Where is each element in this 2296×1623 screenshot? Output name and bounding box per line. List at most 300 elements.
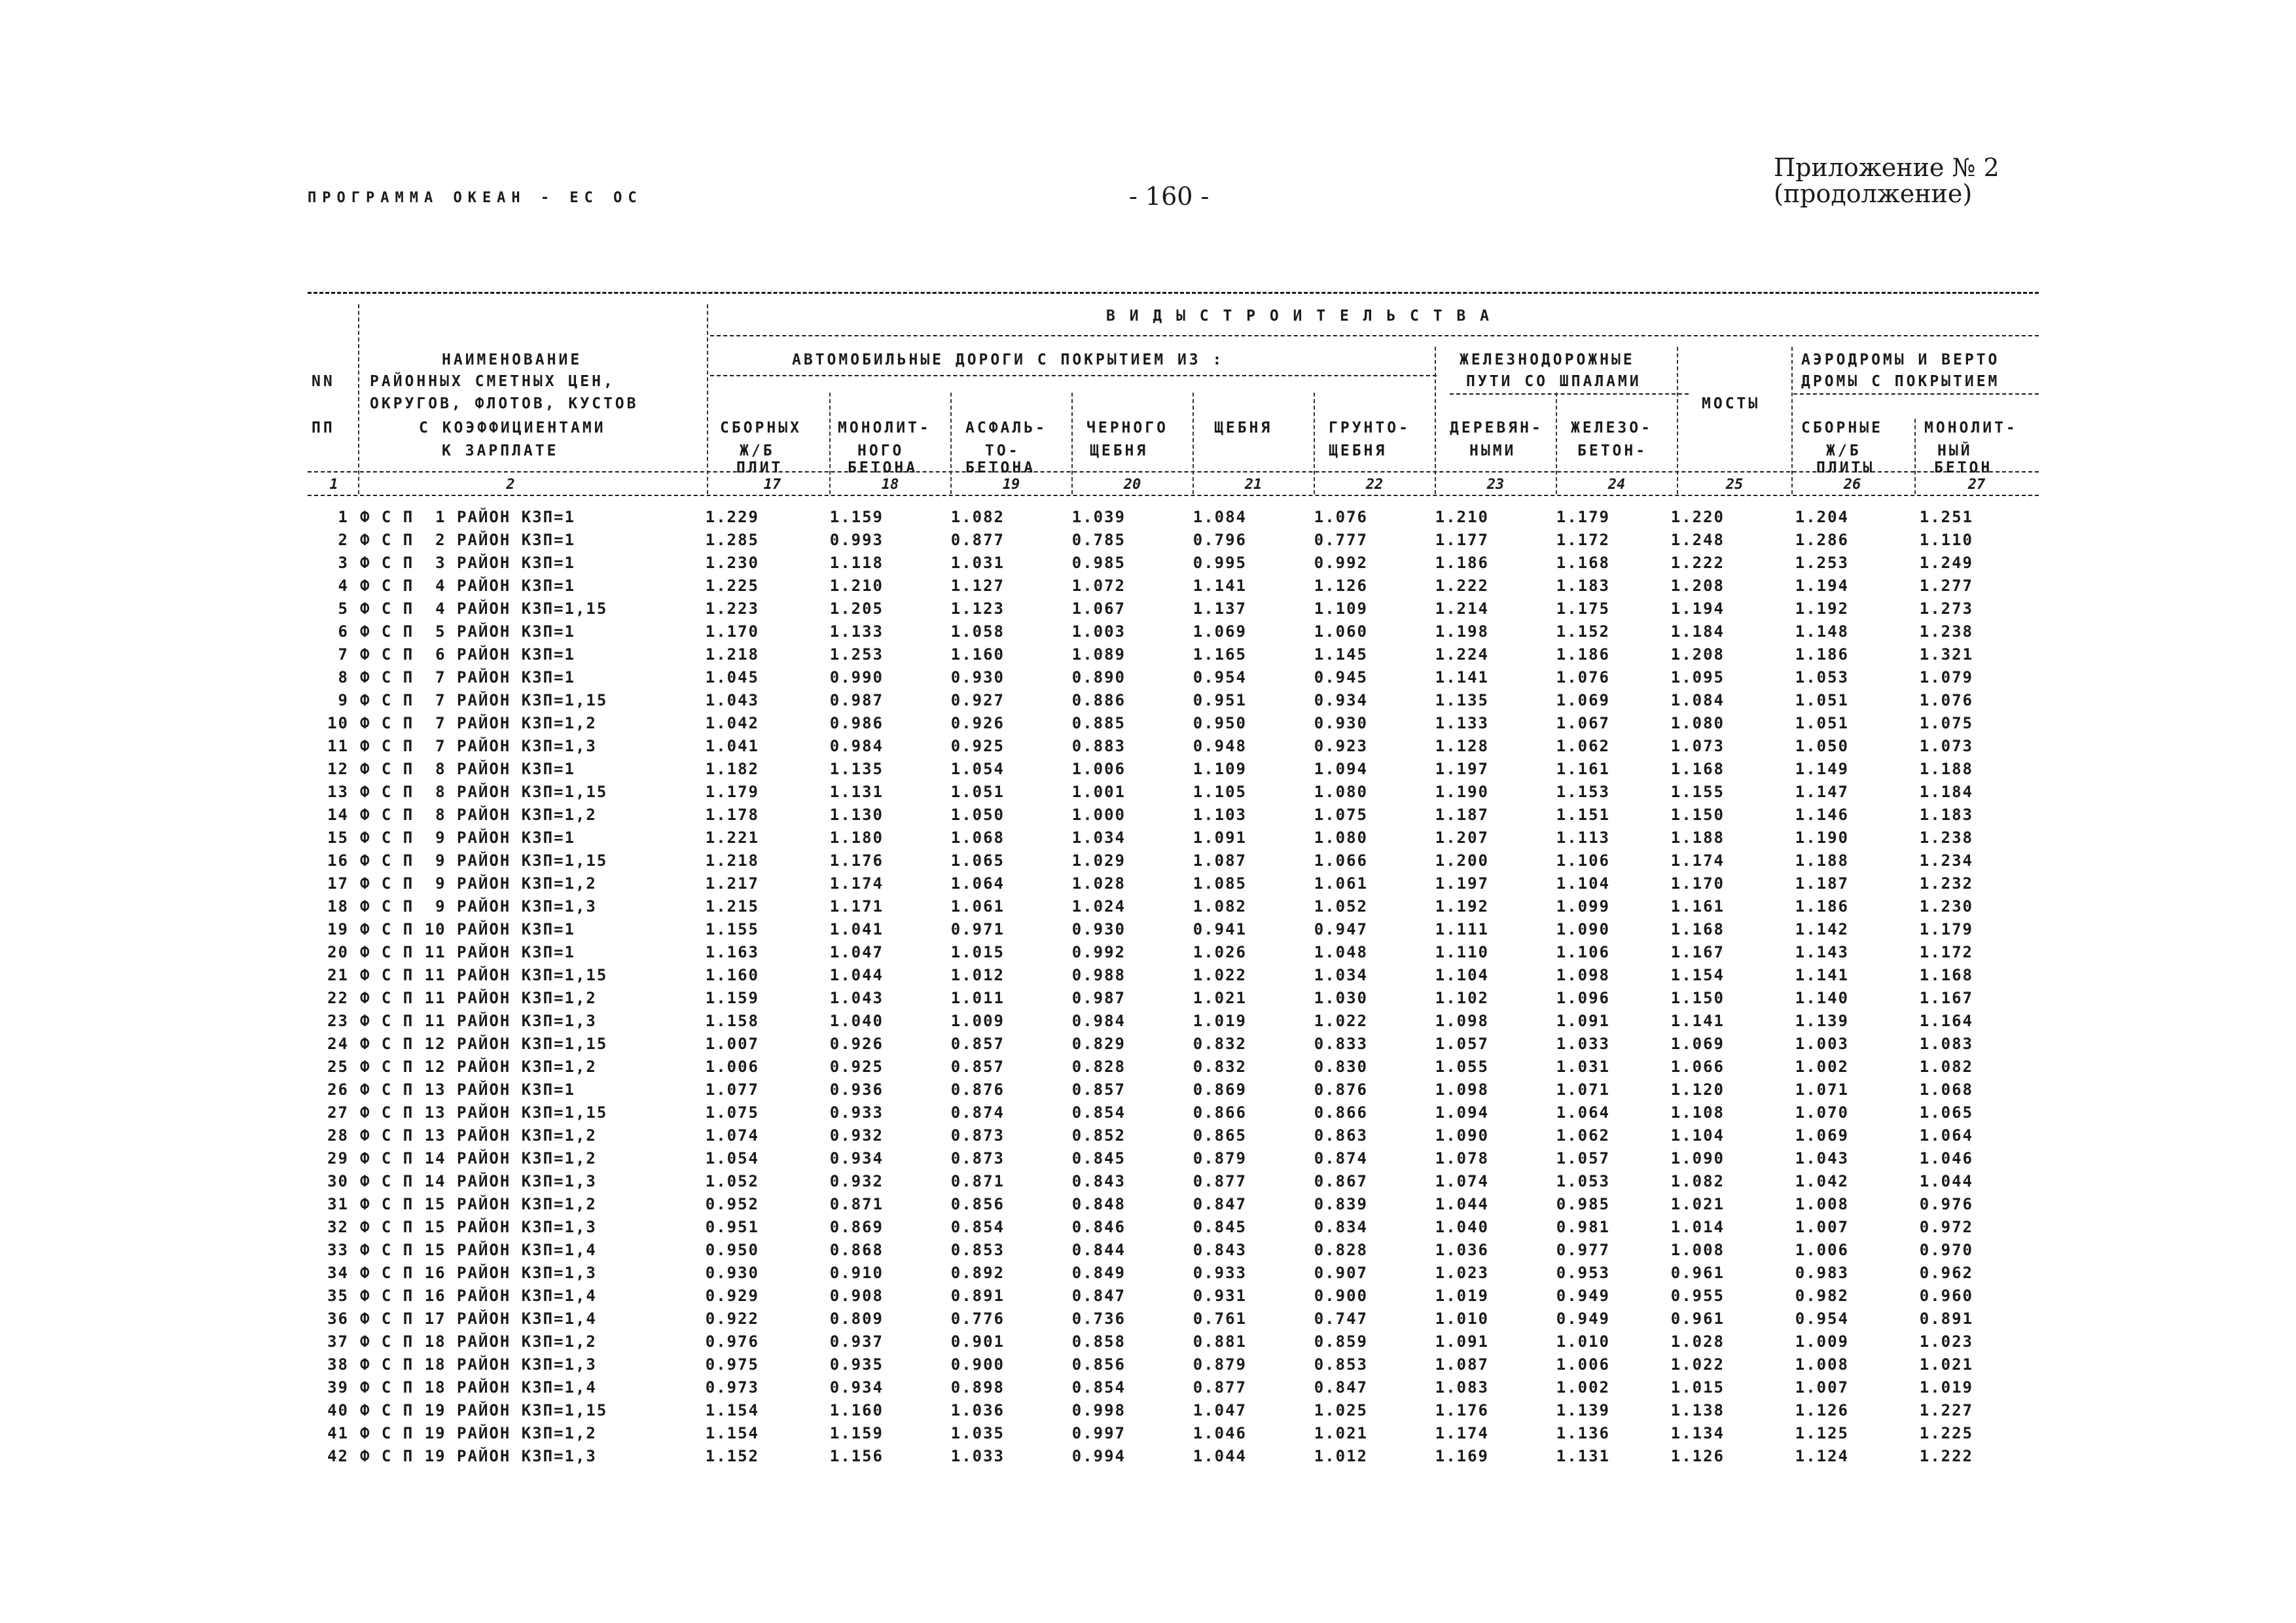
cell-col-23: 1.200 xyxy=(1435,851,1489,870)
cell-col-25: 1.138 xyxy=(1670,1401,1725,1419)
cell-col-25: 1.194 xyxy=(1670,599,1725,618)
cell-col-27: 1.167 xyxy=(1919,989,1973,1007)
c19-line-2: ТО- xyxy=(985,442,1020,459)
cell-col-22: 0.866 xyxy=(1314,1103,1368,1122)
cell-col-27: 1.249 xyxy=(1919,554,1973,572)
table-row xyxy=(308,1080,2036,1103)
cell-col-18: 1.159 xyxy=(829,1424,884,1442)
table-body xyxy=(308,508,2036,1470)
cell-col-20: 1.000 xyxy=(1071,806,1126,824)
cell-col-26: 0.982 xyxy=(1795,1287,1849,1305)
cell-col-26: 1.007 xyxy=(1795,1218,1849,1236)
cell-col-19: 0.900 xyxy=(950,1355,1005,1374)
cell-col-23: 1.133 xyxy=(1435,714,1489,732)
cell-col-20: 0.985 xyxy=(1071,554,1126,572)
table-row xyxy=(308,1195,2036,1218)
cell-col-24: 1.010 xyxy=(1556,1332,1610,1351)
row-name: Ф С П 1 РАЙОН КЗП=1 xyxy=(360,508,575,526)
cell-col-22: 0.907 xyxy=(1314,1264,1368,1282)
cell-col-19: 0.901 xyxy=(950,1332,1005,1351)
cell-col-22: 1.145 xyxy=(1314,645,1368,664)
table-row xyxy=(308,1424,2036,1447)
cell-col-25: 1.168 xyxy=(1670,920,1725,938)
cell-col-17: 1.163 xyxy=(705,943,759,961)
cell-col-24: 1.161 xyxy=(1556,760,1610,778)
cell-col-17: 1.007 xyxy=(705,1035,759,1053)
col-number: 27 xyxy=(1967,476,1986,493)
cell-col-27: 1.076 xyxy=(1919,691,1973,709)
cell-col-24: 1.099 xyxy=(1556,897,1610,916)
cell-col-26: 1.253 xyxy=(1795,554,1849,572)
cell-col-25: 1.080 xyxy=(1670,714,1725,732)
table-row xyxy=(308,1035,2036,1058)
cell-col-21: 0.881 xyxy=(1193,1332,1247,1351)
table-row xyxy=(308,989,2036,1012)
row-number: 15 xyxy=(327,829,349,847)
cell-col-17: 1.045 xyxy=(705,668,759,687)
cell-col-17: 1.178 xyxy=(705,806,759,824)
cell-col-22: 0.828 xyxy=(1314,1241,1368,1259)
cell-col-21: 0.879 xyxy=(1193,1149,1247,1168)
cell-col-22: 0.947 xyxy=(1314,920,1368,938)
cell-col-18: 1.041 xyxy=(829,920,884,938)
row-number: 13 xyxy=(327,783,349,801)
cell-col-19: 0.891 xyxy=(950,1287,1005,1305)
cell-col-25: 1.150 xyxy=(1670,806,1725,824)
cell-col-19: 0.898 xyxy=(950,1378,1005,1397)
cell-col-18: 0.908 xyxy=(829,1287,884,1305)
cell-col-25: 1.220 xyxy=(1670,508,1725,526)
cell-col-24: 1.183 xyxy=(1556,577,1610,595)
cell-col-18: 1.043 xyxy=(829,989,884,1007)
table-row xyxy=(308,1241,2036,1264)
cell-col-21: 0.847 xyxy=(1193,1195,1247,1213)
row-name: Ф С П 9 РАЙОН КЗП=1 xyxy=(360,829,575,847)
col-number: 24 xyxy=(1607,476,1626,493)
pp-label: ПП xyxy=(312,419,335,437)
row-name: Ф С П 7 РАЙОН КЗП=1,2 xyxy=(360,714,597,732)
row-name: Ф С П 4 РАЙОН КЗП=1 xyxy=(360,577,575,595)
cell-col-27: 1.068 xyxy=(1919,1080,1973,1099)
cell-col-22: 0.847 xyxy=(1314,1378,1368,1397)
table-row xyxy=(308,622,2036,645)
cell-col-21: 1.046 xyxy=(1193,1424,1247,1442)
cell-col-18: 0.984 xyxy=(829,737,884,755)
cell-col-25: 1.188 xyxy=(1670,829,1725,847)
cell-col-27: 1.184 xyxy=(1919,783,1973,801)
c26-line-1: СБОРНЫЕ xyxy=(1801,419,1883,437)
cell-col-21: 0.951 xyxy=(1193,691,1247,709)
cell-col-18: 0.926 xyxy=(829,1035,884,1053)
cell-col-23: 1.207 xyxy=(1435,829,1489,847)
cell-col-19: 0.877 xyxy=(950,531,1005,549)
cell-col-20: 1.001 xyxy=(1071,783,1126,801)
c22-line-2: ЩЕБНЯ xyxy=(1329,442,1388,459)
cell-col-20: 0.854 xyxy=(1071,1103,1126,1122)
row-name: Ф С П 16 РАЙОН КЗП=1,3 xyxy=(360,1264,597,1282)
cell-col-23: 1.197 xyxy=(1435,760,1489,778)
col-number: 21 xyxy=(1244,476,1263,493)
cell-col-25: 1.141 xyxy=(1670,1012,1725,1030)
row-name: Ф С П 2 РАЙОН КЗП=1 xyxy=(360,531,575,549)
cell-col-27: 1.273 xyxy=(1919,599,1973,618)
cell-col-26: 1.204 xyxy=(1795,508,1849,526)
cell-col-23: 1.128 xyxy=(1435,737,1489,755)
cell-col-22: 1.025 xyxy=(1314,1401,1368,1419)
table-row xyxy=(308,1103,2036,1126)
cell-col-19: 0.971 xyxy=(950,920,1005,938)
cell-col-24: 1.071 xyxy=(1556,1080,1610,1099)
cell-col-24: 1.175 xyxy=(1556,599,1610,618)
cell-col-20: 0.857 xyxy=(1071,1080,1126,1099)
cell-col-23: 1.192 xyxy=(1435,897,1489,916)
cell-col-26: 1.126 xyxy=(1795,1401,1849,1419)
cell-col-20: 1.028 xyxy=(1071,874,1126,893)
cell-col-17: 0.922 xyxy=(705,1310,759,1328)
cell-col-20: 0.846 xyxy=(1071,1218,1126,1236)
cell-col-19: 0.873 xyxy=(950,1149,1005,1168)
cell-col-22: 1.061 xyxy=(1314,874,1368,893)
cell-col-26: 1.125 xyxy=(1795,1424,1849,1442)
c17-line-1: СБОРНЫХ xyxy=(720,419,802,437)
cell-col-18: 1.159 xyxy=(829,508,884,526)
table-row xyxy=(308,1447,2036,1470)
row-number: 40 xyxy=(327,1401,349,1419)
cell-col-20: 1.029 xyxy=(1071,851,1126,870)
group-title: В И Д Ы С Т Р О И Т Е Л Ь С Т В А xyxy=(1106,308,1492,325)
cell-col-19: 0.876 xyxy=(950,1080,1005,1099)
row-name: Ф С П 13 РАЙОН КЗП=1,2 xyxy=(360,1126,597,1145)
col-number: 23 xyxy=(1486,476,1505,493)
c17-line-3: ПЛИТ xyxy=(736,459,783,476)
row-name: Ф С П 19 РАЙОН КЗП=1,2 xyxy=(360,1424,597,1442)
cell-col-20: 0.984 xyxy=(1071,1012,1126,1030)
cell-col-20: 0.844 xyxy=(1071,1241,1126,1259)
cell-col-26: 1.051 xyxy=(1795,714,1849,732)
cell-col-27: 1.083 xyxy=(1919,1035,1973,1053)
col-number: 17 xyxy=(763,476,781,493)
row-name: Ф С П 11 РАЙОН КЗП=1,15 xyxy=(360,966,608,984)
cell-col-23: 1.186 xyxy=(1435,554,1489,572)
table-row xyxy=(308,737,2036,760)
cell-col-19: 1.064 xyxy=(950,874,1005,893)
row-name: Ф С П 13 РАЙОН КЗП=1 xyxy=(360,1080,575,1099)
cell-col-18: 1.205 xyxy=(829,599,884,618)
row-number: 30 xyxy=(327,1172,349,1190)
cell-col-25: 1.095 xyxy=(1670,668,1725,687)
cell-col-20: 0.890 xyxy=(1071,668,1126,687)
cell-col-26: 1.006 xyxy=(1795,1241,1849,1259)
appendix-line-2: (продолжение) xyxy=(1774,179,1973,208)
c18-line-3: БЕТОНА xyxy=(848,459,918,476)
cell-col-17: 1.043 xyxy=(705,691,759,709)
cell-col-26: 1.050 xyxy=(1795,737,1849,755)
cell-col-26: 1.003 xyxy=(1795,1035,1849,1053)
cell-col-26: 1.192 xyxy=(1795,599,1849,618)
cell-col-24: 1.033 xyxy=(1556,1035,1610,1053)
row-name: Ф С П 15 РАЙОН КЗП=1,4 xyxy=(360,1241,597,1259)
cell-col-20: 0.858 xyxy=(1071,1332,1126,1351)
cell-col-22: 1.022 xyxy=(1314,1012,1368,1030)
table-row xyxy=(308,760,2036,783)
cell-col-17: 0.975 xyxy=(705,1355,759,1374)
cell-col-19: 1.160 xyxy=(950,645,1005,664)
cell-col-22: 0.934 xyxy=(1314,691,1368,709)
cell-col-22: 1.126 xyxy=(1314,577,1368,595)
cell-col-22: 0.930 xyxy=(1314,714,1368,732)
cell-col-25: 1.222 xyxy=(1670,554,1725,572)
col-number: 25 xyxy=(1725,476,1744,493)
cell-col-20: 0.828 xyxy=(1071,1058,1126,1076)
row-name: Ф С П 12 РАЙОН КЗП=1,2 xyxy=(360,1058,597,1076)
cell-col-17: 1.155 xyxy=(705,920,759,938)
col-divider xyxy=(1791,347,1793,494)
cell-col-22: 1.048 xyxy=(1314,943,1368,961)
cell-col-20: 1.024 xyxy=(1071,897,1126,916)
cell-col-19: 1.033 xyxy=(950,1447,1005,1465)
cell-col-24: 1.067 xyxy=(1556,714,1610,732)
table-row xyxy=(308,897,2036,920)
cell-col-22: 1.109 xyxy=(1314,599,1368,618)
table-row xyxy=(308,1264,2036,1287)
cell-col-24: 1.179 xyxy=(1556,508,1610,526)
cell-col-20: 0.883 xyxy=(1071,737,1126,755)
row-number: 35 xyxy=(327,1287,349,1305)
cell-col-26: 1.124 xyxy=(1795,1447,1849,1465)
cell-col-26: 1.186 xyxy=(1795,645,1849,664)
cell-col-23: 1.010 xyxy=(1435,1310,1489,1328)
cell-col-19: 1.082 xyxy=(950,508,1005,526)
cell-col-23: 1.190 xyxy=(1435,783,1489,801)
row-number: 26 xyxy=(327,1080,349,1099)
row-name: Ф С П 11 РАЙОН КЗП=1 xyxy=(360,943,575,961)
row-name: Ф С П 6 РАЙОН КЗП=1 xyxy=(360,645,575,664)
row-number: 41 xyxy=(327,1424,349,1442)
cell-col-25: 1.155 xyxy=(1670,783,1725,801)
row-number: 31 xyxy=(327,1195,349,1213)
row-name: Ф С П 7 РАЙОН КЗП=1,3 xyxy=(360,737,597,755)
cell-col-21: 1.105 xyxy=(1193,783,1247,801)
cell-col-27: 0.970 xyxy=(1919,1241,1973,1259)
cell-col-27: 1.164 xyxy=(1919,1012,1973,1030)
cell-col-24: 1.053 xyxy=(1556,1172,1610,1190)
cell-col-17: 1.152 xyxy=(705,1447,759,1465)
name-col-line-5: К ЗАРПЛАТЕ xyxy=(442,442,559,459)
cell-col-24: 1.076 xyxy=(1556,668,1610,687)
cell-col-17: 0.973 xyxy=(705,1378,759,1397)
cell-col-27: 1.073 xyxy=(1919,737,1973,755)
row-number: 33 xyxy=(327,1241,349,1259)
cell-col-25: 1.028 xyxy=(1670,1332,1725,1351)
cell-col-26: 1.286 xyxy=(1795,531,1849,549)
rail-title-1: ЖЕЛЕЗНОДОРОЖНЫЕ xyxy=(1460,351,1635,368)
cell-col-25: 1.104 xyxy=(1670,1126,1725,1145)
cell-col-19: 1.051 xyxy=(950,783,1005,801)
cell-col-22: 0.839 xyxy=(1314,1195,1368,1213)
cell-col-23: 1.098 xyxy=(1435,1012,1489,1030)
cell-col-25: 1.174 xyxy=(1670,851,1725,870)
cell-col-22: 0.777 xyxy=(1314,531,1368,549)
row-number: 42 xyxy=(327,1447,349,1465)
cell-col-19: 0.871 xyxy=(950,1172,1005,1190)
cell-col-21: 1.022 xyxy=(1193,966,1247,984)
cell-col-27: 1.227 xyxy=(1919,1401,1973,1419)
cell-col-21: 1.044 xyxy=(1193,1447,1247,1465)
cell-col-22: 1.080 xyxy=(1314,829,1368,847)
cell-col-22: 0.833 xyxy=(1314,1035,1368,1053)
c24-line-2: БЕТОН- xyxy=(1577,442,1648,459)
roads-rule xyxy=(710,375,1437,376)
cell-col-22: 0.900 xyxy=(1314,1287,1368,1305)
cell-col-17: 1.154 xyxy=(705,1424,759,1442)
cell-col-25: 1.090 xyxy=(1670,1149,1725,1168)
cell-col-20: 0.930 xyxy=(1071,920,1126,938)
header-top-rule xyxy=(308,292,2039,294)
cell-col-17: 1.159 xyxy=(705,989,759,1007)
cell-col-26: 1.008 xyxy=(1795,1195,1849,1213)
name-col-line-4: С КОЭФФИЦИЕНТАМИ xyxy=(419,419,606,437)
cell-col-26: 1.070 xyxy=(1795,1103,1849,1122)
cell-col-27: 0.976 xyxy=(1919,1195,1973,1213)
table-row xyxy=(308,874,2036,897)
cell-col-18: 0.869 xyxy=(829,1218,884,1236)
row-number: 10 xyxy=(327,714,349,732)
cell-col-21: 0.865 xyxy=(1193,1126,1247,1145)
airports-title-2: ДРОМЫ С ПОКРЫТИЕМ xyxy=(1801,373,2000,390)
name-col-line-1: НАИМЕНОВАНИЕ xyxy=(442,351,583,368)
cell-col-18: 0.993 xyxy=(829,531,884,549)
cell-col-26: 1.071 xyxy=(1795,1080,1849,1099)
cell-col-18: 1.171 xyxy=(829,897,884,916)
cell-col-19: 0.853 xyxy=(950,1241,1005,1259)
cell-col-26: 1.186 xyxy=(1795,897,1849,916)
table-row xyxy=(308,1355,2036,1378)
cell-col-18: 1.253 xyxy=(829,645,884,664)
cell-col-21: 1.069 xyxy=(1193,622,1247,641)
cell-col-22: 1.066 xyxy=(1314,851,1368,870)
cell-col-23: 1.019 xyxy=(1435,1287,1489,1305)
cell-col-25: 1.069 xyxy=(1670,1035,1725,1053)
row-number: 28 xyxy=(327,1126,349,1145)
cell-col-26: 0.954 xyxy=(1795,1310,1849,1328)
cell-col-24: 1.006 xyxy=(1556,1355,1610,1374)
row-name: Ф С П 9 РАЙОН КЗП=1,3 xyxy=(360,897,597,916)
cell-col-22: 1.052 xyxy=(1314,897,1368,916)
cell-col-23: 1.141 xyxy=(1435,668,1489,687)
cell-col-27: 1.019 xyxy=(1919,1378,1973,1397)
row-number: 4 xyxy=(338,577,349,595)
cell-col-27: 1.277 xyxy=(1919,577,1973,595)
cell-col-24: 1.113 xyxy=(1556,829,1610,847)
cell-col-25: 1.161 xyxy=(1670,897,1725,916)
cell-col-24: 1.186 xyxy=(1556,645,1610,664)
cell-col-21: 1.047 xyxy=(1193,1401,1247,1419)
cell-col-21: 0.931 xyxy=(1193,1287,1247,1305)
row-name: Ф С П 18 РАЙОН КЗП=1,4 xyxy=(360,1378,597,1397)
cell-col-22: 0.853 xyxy=(1314,1355,1368,1374)
cell-col-18: 0.932 xyxy=(829,1172,884,1190)
cell-col-17: 1.223 xyxy=(705,599,759,618)
cell-col-22: 0.923 xyxy=(1314,737,1368,755)
cell-col-25: 0.961 xyxy=(1670,1310,1725,1328)
cell-col-27: 1.238 xyxy=(1919,622,1973,641)
cell-col-24: 1.090 xyxy=(1556,920,1610,938)
cell-col-20: 0.843 xyxy=(1071,1172,1126,1190)
col-number: 26 xyxy=(1843,476,1861,493)
cell-col-20: 0.988 xyxy=(1071,966,1126,984)
c18-line-2: НОГО xyxy=(857,442,905,459)
cell-col-23: 1.111 xyxy=(1435,920,1489,938)
cell-col-27: 1.021 xyxy=(1919,1355,1973,1374)
cell-col-18: 0.934 xyxy=(829,1149,884,1168)
cell-col-21: 1.109 xyxy=(1193,760,1247,778)
cell-col-24: 1.152 xyxy=(1556,622,1610,641)
cell-col-27: 1.023 xyxy=(1919,1332,1973,1351)
cell-col-20: 0.785 xyxy=(1071,531,1126,549)
cell-col-20: 1.039 xyxy=(1071,508,1126,526)
row-number: 24 xyxy=(327,1035,349,1053)
table-row xyxy=(308,508,2036,531)
cell-col-21: 0.950 xyxy=(1193,714,1247,732)
row-name: Ф С П 9 РАЙОН КЗП=1,2 xyxy=(360,874,597,893)
row-name: Ф С П 18 РАЙОН КЗП=1,3 xyxy=(360,1355,597,1374)
cell-col-22: 0.945 xyxy=(1314,668,1368,687)
row-name: Ф С П 17 РАЙОН КЗП=1,4 xyxy=(360,1310,597,1328)
c21-line-1: ЩЕБНЯ xyxy=(1214,419,1273,437)
row-number: 12 xyxy=(327,760,349,778)
c17-line-2: Ж/Б xyxy=(740,442,775,459)
row-name: Ф С П 8 РАЙОН КЗП=1,2 xyxy=(360,806,597,824)
appendix-note xyxy=(1774,154,2000,207)
cell-col-24: 1.031 xyxy=(1556,1058,1610,1076)
row-number: 27 xyxy=(327,1103,349,1122)
cell-col-26: 1.051 xyxy=(1795,691,1849,709)
row-name: Ф С П 16 РАЙОН КЗП=1,4 xyxy=(360,1287,597,1305)
cell-col-19: 0.874 xyxy=(950,1103,1005,1122)
cell-col-18: 1.047 xyxy=(829,943,884,961)
cell-col-23: 1.040 xyxy=(1435,1218,1489,1236)
header-columns-rule xyxy=(308,471,2039,473)
cell-col-20: 0.845 xyxy=(1071,1149,1126,1168)
cell-col-21: 0.845 xyxy=(1193,1218,1247,1236)
cell-col-18: 1.176 xyxy=(829,851,884,870)
cell-col-23: 1.098 xyxy=(1435,1080,1489,1099)
table-row xyxy=(308,531,2036,554)
row-number: 21 xyxy=(327,966,349,984)
cell-col-17: 1.221 xyxy=(705,829,759,847)
cell-col-25: 1.022 xyxy=(1670,1355,1725,1374)
cell-col-21: 0.832 xyxy=(1193,1058,1247,1076)
cell-col-24: 1.106 xyxy=(1556,851,1610,870)
cell-col-26: 1.147 xyxy=(1795,783,1849,801)
cell-col-27: 1.230 xyxy=(1919,897,1973,916)
row-number: 11 xyxy=(327,737,349,755)
row-name: Ф С П 19 РАЙОН КЗП=1,3 xyxy=(360,1447,597,1465)
col-divider xyxy=(358,304,359,494)
cell-col-24: 0.949 xyxy=(1556,1310,1610,1328)
cell-col-21: 0.869 xyxy=(1193,1080,1247,1099)
cell-col-24: 0.953 xyxy=(1556,1264,1610,1282)
cell-col-25: 1.154 xyxy=(1670,966,1725,984)
cell-col-21: 0.941 xyxy=(1193,920,1247,938)
cell-col-22: 0.859 xyxy=(1314,1332,1368,1351)
cell-col-24: 1.168 xyxy=(1556,554,1610,572)
cell-col-19: 0.892 xyxy=(950,1264,1005,1282)
row-name: Ф С П 11 РАЙОН КЗП=1,2 xyxy=(360,989,597,1007)
cell-col-21: 1.019 xyxy=(1193,1012,1247,1030)
cell-col-26: 1.043 xyxy=(1795,1149,1849,1168)
row-number: 1 xyxy=(338,508,349,526)
